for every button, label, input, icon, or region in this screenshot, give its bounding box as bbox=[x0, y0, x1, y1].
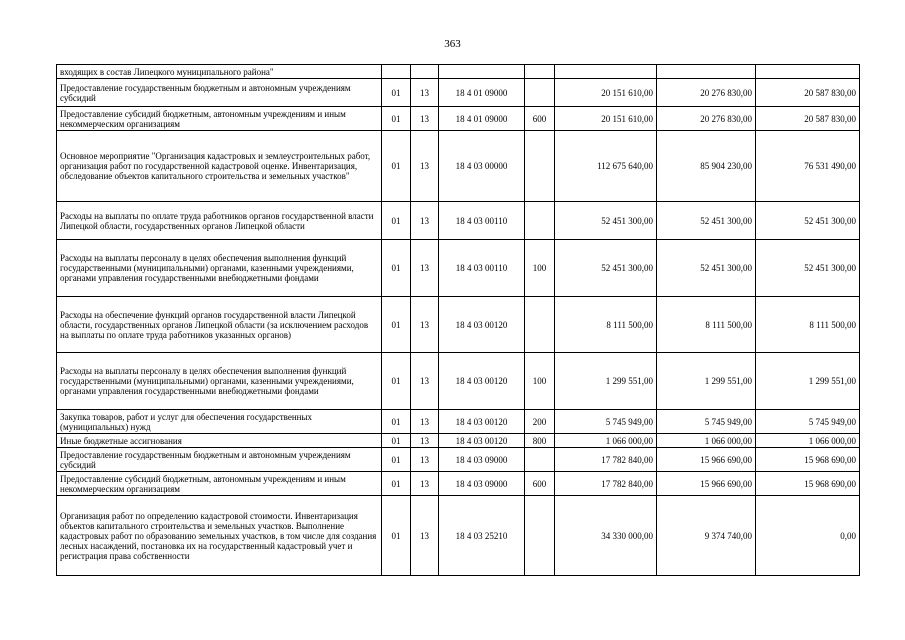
row-amount-year-3: 52 451 300,00 bbox=[756, 202, 860, 240]
table-row bbox=[57, 107, 860, 131]
row-subsection: 13 bbox=[411, 107, 439, 131]
row-name: Расходы на выплаты персоналу в целях обеспечения выполнения функций государственными (муниципальными) органами, казенными учреждениями, органами управления государственными внебюджетными фондами bbox=[57, 353, 382, 410]
row-chapter: 01 bbox=[382, 297, 411, 353]
row-amount-year-3: 1 066 000,00 bbox=[756, 434, 860, 448]
row-name: Организация работ по определению кадастровой стоимости. Инвентаризация объектов капитального строительства и земельных участков. Выполнение кадастровых работ по образованию земельных участков, в том числе для создания лесных насаждений, постановка их на государственный кадастровый учет и регистрация права собственности bbox=[57, 496, 382, 576]
row-name: Расходы на выплаты персоналу в целях обеспечения выполнения функций государственными (муниципальными) органами, казенными учреждениями, органами управления государственными внебюджетными фондами bbox=[57, 240, 382, 297]
table-row bbox=[57, 202, 860, 240]
page-number: 363 bbox=[444, 38, 461, 50]
row-chapter bbox=[382, 65, 411, 79]
row-amount-year-3: 5 745 949,00 bbox=[756, 410, 860, 434]
row-target-article: 18 4 03 25210 bbox=[439, 496, 525, 576]
row-expense-type: 600 bbox=[525, 107, 555, 131]
row-expense-type bbox=[525, 131, 555, 202]
row-chapter: 01 bbox=[382, 496, 411, 576]
row-name: Предоставление государственным бюджетным и автономным учреждениям субсидий bbox=[57, 448, 382, 472]
row-amount-year-1: 1 066 000,00 bbox=[555, 434, 657, 448]
row-amount-year-3: 8 111 500,00 bbox=[756, 297, 860, 353]
row-amount-year-2: 20 276 830,00 bbox=[657, 79, 756, 107]
row-name: Предоставление государственным бюджетным и автономным учреждениям субсидий bbox=[57, 79, 382, 107]
row-expense-type: 100 bbox=[525, 240, 555, 297]
row-target-article: 18 4 03 09000 bbox=[439, 472, 525, 496]
row-amount-year-1: 17 782 840,00 bbox=[555, 472, 657, 496]
row-chapter: 01 bbox=[382, 410, 411, 434]
row-amount-year-2: 52 451 300,00 bbox=[657, 202, 756, 240]
table-row bbox=[57, 353, 860, 410]
row-chapter: 01 bbox=[382, 434, 411, 448]
budget-table bbox=[56, 64, 860, 576]
row-subsection: 13 bbox=[411, 472, 439, 496]
row-amount-year-2: 8 111 500,00 bbox=[657, 297, 756, 353]
table-row bbox=[57, 496, 860, 576]
row-chapter: 01 bbox=[382, 448, 411, 472]
row-target-article: 18 4 01 09000 bbox=[439, 79, 525, 107]
table-row bbox=[57, 131, 860, 202]
row-amount-year-1: 17 782 840,00 bbox=[555, 448, 657, 472]
row-amount-year-1: 8 111 500,00 bbox=[555, 297, 657, 353]
row-amount-year-2: 15 966 690,00 bbox=[657, 472, 756, 496]
row-target-article: 18 4 03 00110 bbox=[439, 240, 525, 297]
row-expense-type: 800 bbox=[525, 434, 555, 448]
table-row bbox=[57, 297, 860, 353]
row-chapter: 01 bbox=[382, 79, 411, 107]
row-name: входящих в состав Липецкого муниципального района" bbox=[57, 65, 382, 79]
row-amount-year-3: 76 531 490,00 bbox=[756, 131, 860, 202]
row-amount-year-2: 20 276 830,00 bbox=[657, 107, 756, 131]
row-amount-year-2: 85 904 230,00 bbox=[657, 131, 756, 202]
row-name: Предоставление субсидий бюджетным, автономным учреждениям и иным некоммерческим организациям bbox=[57, 472, 382, 496]
row-amount-year-1: 5 745 949,00 bbox=[555, 410, 657, 434]
row-amount-year-1: 112 675 640,00 bbox=[555, 131, 657, 202]
row-chapter: 01 bbox=[382, 107, 411, 131]
table-row bbox=[57, 240, 860, 297]
row-amount-year-2: 9 374 740,00 bbox=[657, 496, 756, 576]
row-target-article: 18 4 03 00120 bbox=[439, 297, 525, 353]
row-subsection: 13 bbox=[411, 131, 439, 202]
row-target-article: 18 4 03 00110 bbox=[439, 202, 525, 240]
row-chapter: 01 bbox=[382, 202, 411, 240]
row-amount-year-1: 52 451 300,00 bbox=[555, 202, 657, 240]
row-expense-type bbox=[525, 448, 555, 472]
row-subsection: 13 bbox=[411, 297, 439, 353]
row-amount-year-3: 0,00 bbox=[756, 496, 860, 576]
row-target-article: 18 4 03 00120 bbox=[439, 353, 525, 410]
row-subsection bbox=[411, 65, 439, 79]
row-expense-type bbox=[525, 79, 555, 107]
row-expense-type: 200 bbox=[525, 410, 555, 434]
row-subsection: 13 bbox=[411, 240, 439, 297]
row-expense-type: 100 bbox=[525, 353, 555, 410]
row-subsection: 13 bbox=[411, 434, 439, 448]
row-amount-year-2: 5 745 949,00 bbox=[657, 410, 756, 434]
row-target-article bbox=[439, 65, 525, 79]
row-target-article: 18 4 03 00000 bbox=[439, 131, 525, 202]
row-expense-type bbox=[525, 496, 555, 576]
row-amount-year-3: 15 968 690,00 bbox=[756, 448, 860, 472]
row-subsection: 13 bbox=[411, 496, 439, 576]
row-amount-year-1: 34 330 000,00 bbox=[555, 496, 657, 576]
row-expense-type: 600 bbox=[525, 472, 555, 496]
row-amount-year-2: 1 299 551,00 bbox=[657, 353, 756, 410]
row-amount-year-2 bbox=[657, 65, 756, 79]
row-amount-year-2: 15 966 690,00 bbox=[657, 448, 756, 472]
row-chapter: 01 bbox=[382, 240, 411, 297]
row-amount-year-1: 1 299 551,00 bbox=[555, 353, 657, 410]
row-chapter: 01 bbox=[382, 131, 411, 202]
row-name: Иные бюджетные ассигнования bbox=[57, 434, 382, 448]
row-amount-year-3: 15 968 690,00 bbox=[756, 472, 860, 496]
row-expense-type bbox=[525, 65, 555, 79]
row-name: Закупка товаров, работ и услуг для обеспечения государственных (муниципальных) нужд bbox=[57, 410, 382, 434]
row-amount-year-2: 1 066 000,00 bbox=[657, 434, 756, 448]
row-amount-year-3 bbox=[756, 65, 860, 79]
row-amount-year-3: 1 299 551,00 bbox=[756, 353, 860, 410]
row-name: Расходы на обеспечение функций органов государственной власти Липецкой области, государственных органов Липецкой области (за исключением расходов на выплаты по оплате труда работников указанных органов) bbox=[57, 297, 382, 353]
row-subsection: 13 bbox=[411, 79, 439, 107]
row-amount-year-1: 20 151 610,00 bbox=[555, 79, 657, 107]
row-chapter: 01 bbox=[382, 353, 411, 410]
row-target-article: 18 4 01 09000 bbox=[439, 107, 525, 131]
row-amount-year-1: 20 151 610,00 bbox=[555, 107, 657, 131]
table-row bbox=[57, 472, 860, 496]
table-row bbox=[57, 434, 860, 448]
table-row bbox=[57, 410, 860, 434]
row-amount-year-2: 52 451 300,00 bbox=[657, 240, 756, 297]
row-chapter: 01 bbox=[382, 472, 411, 496]
row-subsection: 13 bbox=[411, 353, 439, 410]
row-target-article: 18 4 03 09000 bbox=[439, 448, 525, 472]
table-row bbox=[57, 79, 860, 107]
row-amount-year-3: 20 587 830,00 bbox=[756, 79, 860, 107]
row-name: Предоставление субсидий бюджетным, автономным учреждениям и иным некоммерческим организациям bbox=[57, 107, 382, 131]
row-target-article: 18 4 03 00120 bbox=[439, 434, 525, 448]
row-subsection: 13 bbox=[411, 448, 439, 472]
row-expense-type bbox=[525, 297, 555, 353]
row-name: Основное мероприятие "Организация кадастровых и землеустроительных работ, организация работ по государственной кадастровой оценке. Инвентаризация, обследование объектов капитального строительства и земельных участков" bbox=[57, 131, 382, 202]
row-amount-year-1 bbox=[555, 65, 657, 79]
table-row bbox=[57, 448, 860, 472]
row-target-article: 18 4 03 00120 bbox=[439, 410, 525, 434]
table-row bbox=[57, 65, 860, 79]
row-amount-year-3: 52 451 300,00 bbox=[756, 240, 860, 297]
row-name: Расходы на выплаты по оплате труда работников органов государственной власти Липецкой области, государственных органов Липецкой области bbox=[57, 202, 382, 240]
row-expense-type bbox=[525, 202, 555, 240]
row-subsection: 13 bbox=[411, 410, 439, 434]
row-amount-year-3: 20 587 830,00 bbox=[756, 107, 860, 131]
row-amount-year-1: 52 451 300,00 bbox=[555, 240, 657, 297]
row-subsection: 13 bbox=[411, 202, 439, 240]
